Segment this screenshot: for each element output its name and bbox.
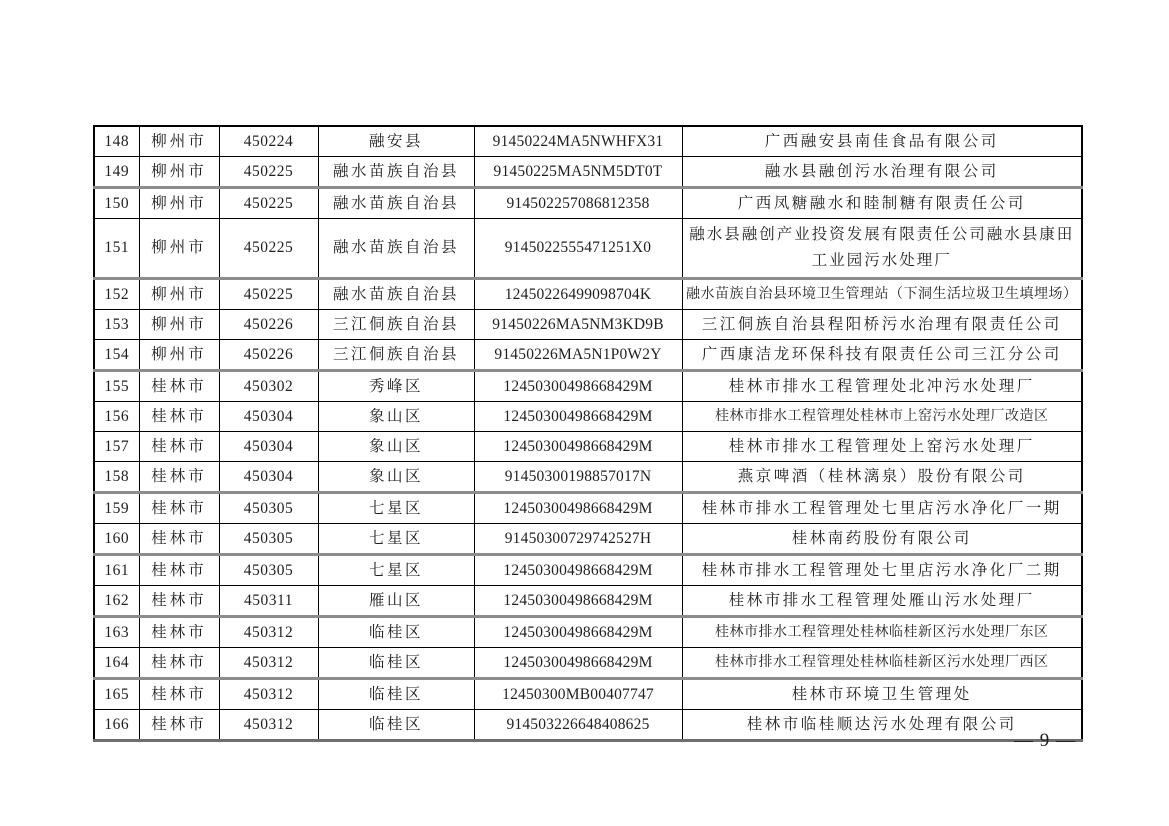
cell-no: 157 (94, 432, 139, 462)
cell-district: 融水苗族自治县 (318, 157, 474, 188)
cell-code: 450304 (219, 432, 318, 462)
table-row (94, 524, 1082, 555)
cell-code: 450304 (219, 402, 318, 432)
cell-no: 166 (94, 710, 139, 741)
cell-no: 162 (94, 586, 139, 617)
cell-name: 桂林市临桂顺达污水处理有限公司 (682, 710, 1082, 741)
table-row (94, 648, 1082, 679)
cell-name: 广西融安县南佳食品有限公司 (682, 126, 1082, 157)
cell-code: 450225 (219, 188, 318, 219)
cell-district: 三江侗族自治县 (318, 310, 474, 340)
cell-no: 150 (94, 188, 139, 219)
cell-credit: 91450226MA5NM3KD9B (474, 310, 682, 340)
cell-code: 450225 (219, 157, 318, 188)
cell-credit: 12450300498668429M (474, 586, 682, 617)
cell-name: 桂林市排水工程管理处七里店污水净化厂二期 (682, 555, 1082, 586)
cell-district: 临桂区 (318, 648, 474, 679)
cell-name: 桂林市环境卫生管理处 (682, 679, 1082, 710)
cell-no: 155 (94, 371, 139, 402)
cell-city: 柳州市 (139, 310, 219, 340)
cell-credit: 12450300498668429M (474, 648, 682, 679)
table-row (94, 432, 1082, 462)
cell-code: 450311 (219, 586, 318, 617)
cell-name: 三江侗族自治县程阳桥污水治理有限责任公司 (682, 310, 1082, 340)
cell-no: 159 (94, 493, 139, 524)
cell-no: 156 (94, 402, 139, 432)
cell-district: 临桂区 (318, 679, 474, 710)
cell-city: 柳州市 (139, 340, 219, 371)
cell-no: 160 (94, 524, 139, 555)
cell-city: 桂林市 (139, 648, 219, 679)
cell-no: 165 (94, 679, 139, 710)
cell-credit: 12450300498668429M (474, 493, 682, 524)
cell-code: 450312 (219, 710, 318, 741)
cell-credit: 91450225MA5NM5DT0T (474, 157, 682, 188)
cell-district: 融水苗族自治县 (318, 188, 474, 219)
table-row (94, 617, 1082, 648)
cell-code: 450305 (219, 555, 318, 586)
cell-name: 融水县融创污水治理有限公司 (682, 157, 1082, 188)
cell-district: 象山区 (318, 462, 474, 493)
cell-code: 450225 (219, 279, 318, 310)
cell-credit: 91450224MA5NWHFX31 (474, 126, 682, 157)
table-row (94, 586, 1082, 617)
cell-district: 三江侗族自治县 (318, 340, 474, 371)
table-row (94, 188, 1082, 219)
cell-city: 桂林市 (139, 586, 219, 617)
cell-code: 450305 (219, 524, 318, 555)
cell-city: 柳州市 (139, 157, 219, 188)
cell-name: 桂林市排水工程管理处桂林市上窑污水处理厂改造区 (682, 402, 1082, 432)
cell-name: 桂林市排水工程管理处北冲污水处理厂 (682, 371, 1082, 402)
cell-name: 桂林市排水工程管理处桂林临桂新区污水处理厂西区 (682, 648, 1082, 679)
table-row (94, 679, 1082, 710)
cell-credit: 914502257086812358 (474, 188, 682, 219)
table-row (94, 462, 1082, 493)
entity-registry-table (93, 125, 1083, 742)
cell-district: 七星区 (318, 493, 474, 524)
cell-name: 桂林市排水工程管理处上窑污水处理厂 (682, 432, 1082, 462)
cell-no: 153 (94, 310, 139, 340)
cell-code: 450305 (219, 493, 318, 524)
cell-code: 450225 (219, 219, 318, 279)
cell-credit: 12450226499098704K (474, 279, 682, 310)
cell-name: 桂林市排水工程管理处雁山污水处理厂 (682, 586, 1082, 617)
cell-code: 450304 (219, 462, 318, 493)
cell-credit: 12450300498668429M (474, 402, 682, 432)
cell-no: 149 (94, 157, 139, 188)
cell-credit: 91450300198857017N (474, 462, 682, 493)
table-row (94, 310, 1082, 340)
table-row (94, 493, 1082, 524)
cell-code: 450312 (219, 617, 318, 648)
cell-city: 桂林市 (139, 617, 219, 648)
cell-city: 桂林市 (139, 371, 219, 402)
cell-district: 象山区 (318, 402, 474, 432)
cell-district: 融安县 (318, 126, 474, 157)
cell-credit: 9145022555471251X0 (474, 219, 682, 279)
cell-code: 450226 (219, 310, 318, 340)
cell-code: 450312 (219, 648, 318, 679)
cell-no: 148 (94, 126, 139, 157)
cell-district: 雁山区 (318, 586, 474, 617)
cell-name: 桂林南药股份有限公司 (682, 524, 1082, 555)
cell-district: 临桂区 (318, 617, 474, 648)
registry-table-body (94, 126, 1082, 741)
table-row (94, 555, 1082, 586)
table-row (94, 710, 1082, 741)
cell-credit: 914503226648408625 (474, 710, 682, 741)
cell-city: 桂林市 (139, 432, 219, 462)
cell-credit: 91450226MA5N1P0W2Y (474, 340, 682, 371)
cell-city: 柳州市 (139, 219, 219, 279)
table-row (94, 219, 1082, 279)
table-row (94, 402, 1082, 432)
cell-district: 融水苗族自治县 (318, 219, 474, 279)
cell-no: 152 (94, 279, 139, 310)
cell-name: 燕京啤酒（桂林漓泉）股份有限公司 (682, 462, 1082, 493)
cell-name: 融水苗族自治县环境卫生管理站（下洞生活垃圾卫生填埋场） (682, 279, 1082, 310)
cell-code: 450224 (219, 126, 318, 157)
cell-name: 桂林市排水工程管理处桂林临桂新区污水处理厂东区 (682, 617, 1082, 648)
table-row (94, 371, 1082, 402)
cell-no: 164 (94, 648, 139, 679)
cell-city: 桂林市 (139, 710, 219, 741)
cell-city: 桂林市 (139, 462, 219, 493)
cell-district: 七星区 (318, 555, 474, 586)
cell-code: 450226 (219, 340, 318, 371)
cell-district: 临桂区 (318, 710, 474, 741)
cell-district: 秀峰区 (318, 371, 474, 402)
cell-code: 450302 (219, 371, 318, 402)
cell-credit: 91450300729742527H (474, 524, 682, 555)
table-row (94, 340, 1082, 371)
cell-city: 柳州市 (139, 188, 219, 219)
cell-city: 桂林市 (139, 493, 219, 524)
table-row (94, 157, 1082, 188)
cell-district: 融水苗族自治县 (318, 279, 474, 310)
cell-city: 桂林市 (139, 402, 219, 432)
cell-city: 桂林市 (139, 555, 219, 586)
cell-no: 158 (94, 462, 139, 493)
cell-district: 七星区 (318, 524, 474, 555)
cell-no: 154 (94, 340, 139, 371)
table-row (94, 279, 1082, 310)
cell-city: 柳州市 (139, 279, 219, 310)
cell-city: 柳州市 (139, 126, 219, 157)
cell-city: 桂林市 (139, 679, 219, 710)
cell-credit: 12450300498668429M (474, 617, 682, 648)
cell-no: 151 (94, 219, 139, 279)
cell-credit: 12450300498668429M (474, 371, 682, 402)
cell-name: 广西康洁龙环保科技有限责任公司三江分公司 (682, 340, 1082, 371)
cell-credit: 12450300MB00407747 (474, 679, 682, 710)
cell-credit: 12450300498668429M (474, 555, 682, 586)
cell-district: 象山区 (318, 432, 474, 462)
cell-name: 融水县融创产业投资发展有限责任公司融水县康田工业园污水处理厂 (682, 219, 1082, 279)
table-row (94, 126, 1082, 157)
cell-no: 161 (94, 555, 139, 586)
cell-credit: 12450300498668429M (474, 432, 682, 462)
cell-name: 桂林市排水工程管理处七里店污水净化厂一期 (682, 493, 1082, 524)
cell-no: 163 (94, 617, 139, 648)
cell-code: 450312 (219, 679, 318, 710)
page-number: — 9 — (1014, 730, 1076, 751)
cell-city: 桂林市 (139, 524, 219, 555)
cell-name: 广西凤糖融水和睦制糖有限责任公司 (682, 188, 1082, 219)
